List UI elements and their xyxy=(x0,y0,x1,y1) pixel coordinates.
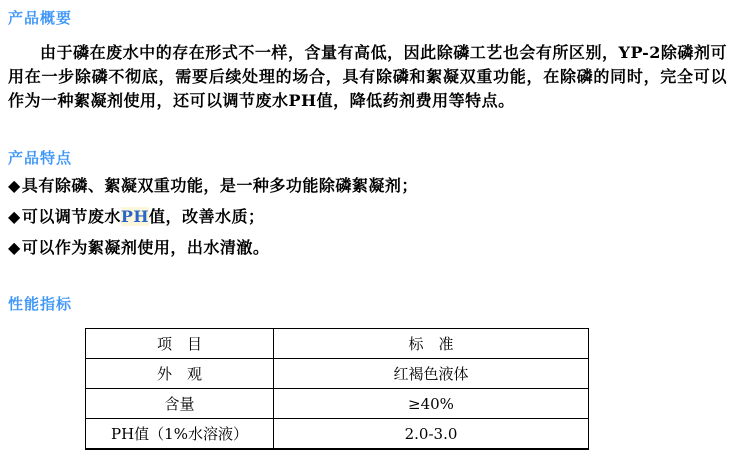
feature-list xyxy=(8,170,727,263)
cell-value: ≥40% xyxy=(274,389,589,419)
table-header-row xyxy=(86,329,589,359)
section-title-specs: 性能指标 xyxy=(8,296,73,313)
highlighted-term-ph: PH xyxy=(120,207,149,226)
section-title-features: 产品特点 xyxy=(8,150,73,167)
feature-text: 值，改善水质； xyxy=(148,207,265,226)
feature-text: 可以调节废水 xyxy=(21,207,121,226)
feature-item xyxy=(8,232,727,263)
feature-text: 具有除磷、絮凝双重功能，是一种多功能除磷絮凝剂； xyxy=(21,176,418,195)
header-cell-standard: 标 准 xyxy=(274,329,589,359)
cell-value: 红褐色液体 xyxy=(274,359,589,389)
cell-item: 含量 xyxy=(86,389,274,419)
feature-item xyxy=(8,201,727,232)
table-row xyxy=(86,419,589,450)
table-row xyxy=(86,389,589,419)
diamond-bullet-icon: ◆ xyxy=(8,238,21,257)
section-title-overview: 产品概要 xyxy=(8,10,73,27)
overview-paragraph: 由于磷在废水中的存在形式不一样，含量有高低，因此除磷工艺也会有所区别，YP-2除磷剂可用在一步除磷不彻底，需要后续处理的场合，具有除磷和絮凝双重功能，在除磷的同时，完全可以作为一种絮凝剂使用，还可以调节废水PH值，降低药剂费用等特点。 xyxy=(8,43,727,110)
cell-item: PH值（1%水溶液） xyxy=(86,419,274,450)
table-row xyxy=(86,359,589,389)
diamond-bullet-icon: ◆ xyxy=(8,207,21,226)
feature-item xyxy=(8,170,727,201)
cell-value: 2.0-3.0 xyxy=(274,419,589,450)
specs-table xyxy=(85,328,589,450)
cell-item: 外 观 xyxy=(86,359,274,389)
header-cell-item: 项 目 xyxy=(86,329,274,359)
diamond-bullet-icon: ◆ xyxy=(8,176,21,195)
feature-text: 可以作为絮凝剂使用，出水清澈。 xyxy=(21,238,270,257)
